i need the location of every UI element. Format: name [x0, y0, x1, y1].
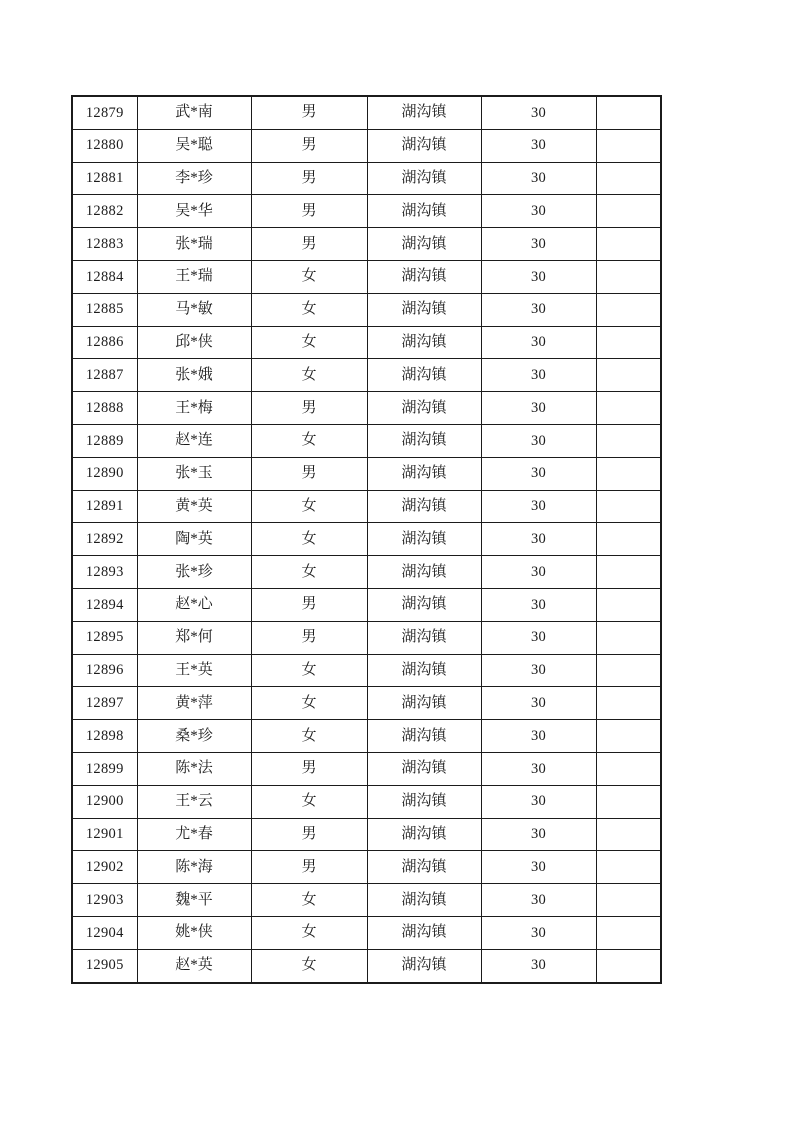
cell-serial-number: 12892 [72, 523, 137, 556]
table-row [72, 490, 661, 523]
cell-town: 湖沟镇 [367, 916, 481, 949]
cell-serial-number: 12899 [72, 752, 137, 785]
cell-gender: 女 [251, 523, 367, 556]
cell-serial-number: 12880 [72, 129, 137, 162]
cell-gender: 女 [251, 785, 367, 818]
cell-blank [596, 359, 661, 392]
cell-gender: 女 [251, 359, 367, 392]
cell-amount: 30 [481, 293, 596, 326]
cell-serial-number: 12883 [72, 228, 137, 261]
cell-name: 黄*英 [137, 490, 251, 523]
table-row [72, 392, 661, 425]
cell-gender: 女 [251, 260, 367, 293]
cell-amount: 30 [481, 195, 596, 228]
cell-name: 陶*英 [137, 523, 251, 556]
cell-blank [596, 785, 661, 818]
cell-blank [596, 752, 661, 785]
table-row [72, 96, 661, 129]
cell-name: 尤*春 [137, 818, 251, 851]
cell-town: 湖沟镇 [367, 851, 481, 884]
cell-amount: 30 [481, 687, 596, 720]
cell-town: 湖沟镇 [367, 621, 481, 654]
cell-blank [596, 490, 661, 523]
cell-town: 湖沟镇 [367, 195, 481, 228]
cell-name: 李*珍 [137, 162, 251, 195]
table-row [72, 359, 661, 392]
cell-blank [596, 884, 661, 917]
cell-gender: 男 [251, 752, 367, 785]
table-row [72, 785, 661, 818]
cell-gender: 女 [251, 326, 367, 359]
cell-town: 湖沟镇 [367, 752, 481, 785]
cell-amount: 30 [481, 96, 596, 129]
table-row [72, 687, 661, 720]
cell-gender: 女 [251, 556, 367, 589]
cell-town: 湖沟镇 [367, 687, 481, 720]
cell-serial-number: 12900 [72, 785, 137, 818]
table-row [72, 162, 661, 195]
cell-blank [596, 949, 661, 982]
table-row [72, 326, 661, 359]
cell-town: 湖沟镇 [367, 457, 481, 490]
cell-town: 湖沟镇 [367, 326, 481, 359]
table-row [72, 457, 661, 490]
cell-town: 湖沟镇 [367, 949, 481, 982]
cell-serial-number: 12885 [72, 293, 137, 326]
cell-serial-number: 12898 [72, 720, 137, 753]
table-row [72, 818, 661, 851]
cell-town: 湖沟镇 [367, 818, 481, 851]
table-row [72, 654, 661, 687]
table-row [72, 720, 661, 753]
cell-blank [596, 260, 661, 293]
cell-gender: 男 [251, 457, 367, 490]
cell-name: 邱*侠 [137, 326, 251, 359]
cell-name: 赵*连 [137, 424, 251, 457]
cell-serial-number: 12887 [72, 359, 137, 392]
table-row [72, 129, 661, 162]
cell-name: 陈*法 [137, 752, 251, 785]
cell-town: 湖沟镇 [367, 162, 481, 195]
cell-town: 湖沟镇 [367, 490, 481, 523]
table-row [72, 523, 661, 556]
cell-name: 赵*英 [137, 949, 251, 982]
cell-town: 湖沟镇 [367, 359, 481, 392]
cell-town: 湖沟镇 [367, 654, 481, 687]
cell-serial-number: 12879 [72, 96, 137, 129]
cell-gender: 男 [251, 195, 367, 228]
cell-gender: 女 [251, 916, 367, 949]
cell-town: 湖沟镇 [367, 129, 481, 162]
cell-serial-number: 12884 [72, 260, 137, 293]
cell-town: 湖沟镇 [367, 556, 481, 589]
cell-serial-number: 12893 [72, 556, 137, 589]
cell-gender: 女 [251, 720, 367, 753]
cell-gender: 女 [251, 687, 367, 720]
cell-blank [596, 687, 661, 720]
cell-blank [596, 556, 661, 589]
cell-serial-number: 12896 [72, 654, 137, 687]
table-row [72, 293, 661, 326]
cell-blank [596, 195, 661, 228]
table-row [72, 260, 661, 293]
cell-serial-number: 12901 [72, 818, 137, 851]
cell-name: 武*南 [137, 96, 251, 129]
cell-name: 张*瑞 [137, 228, 251, 261]
table-row [72, 884, 661, 917]
cell-serial-number: 12890 [72, 457, 137, 490]
cell-town: 湖沟镇 [367, 785, 481, 818]
cell-gender: 男 [251, 392, 367, 425]
cell-name: 陈*海 [137, 851, 251, 884]
cell-town: 湖沟镇 [367, 424, 481, 457]
cell-serial-number: 12904 [72, 916, 137, 949]
table-row [72, 588, 661, 621]
cell-blank [596, 293, 661, 326]
cell-town: 湖沟镇 [367, 96, 481, 129]
cell-blank [596, 96, 661, 129]
cell-blank [596, 392, 661, 425]
cell-amount: 30 [481, 851, 596, 884]
cell-name: 王*英 [137, 654, 251, 687]
cell-blank [596, 720, 661, 753]
cell-blank [596, 228, 661, 261]
cell-gender: 女 [251, 949, 367, 982]
cell-amount: 30 [481, 949, 596, 982]
cell-name: 王*云 [137, 785, 251, 818]
cell-name: 黄*萍 [137, 687, 251, 720]
cell-serial-number: 12894 [72, 588, 137, 621]
cell-amount: 30 [481, 818, 596, 851]
cell-blank [596, 424, 661, 457]
cell-serial-number: 12886 [72, 326, 137, 359]
cell-serial-number: 12897 [72, 687, 137, 720]
table-row [72, 752, 661, 785]
cell-blank [596, 162, 661, 195]
cell-amount: 30 [481, 720, 596, 753]
table-row [72, 949, 661, 982]
cell-amount: 30 [481, 359, 596, 392]
cell-amount: 30 [481, 228, 596, 261]
cell-gender: 女 [251, 293, 367, 326]
cell-serial-number: 12895 [72, 621, 137, 654]
cell-serial-number: 12891 [72, 490, 137, 523]
cell-name: 桑*珍 [137, 720, 251, 753]
cell-name: 张*珍 [137, 556, 251, 589]
cell-name: 郑*何 [137, 621, 251, 654]
cell-amount: 30 [481, 523, 596, 556]
cell-serial-number: 12903 [72, 884, 137, 917]
cell-blank [596, 523, 661, 556]
cell-gender: 男 [251, 851, 367, 884]
cell-gender: 男 [251, 621, 367, 654]
cell-town: 湖沟镇 [367, 523, 481, 556]
table-row [72, 228, 661, 261]
cell-serial-number: 12882 [72, 195, 137, 228]
cell-blank [596, 621, 661, 654]
roster-table [71, 95, 662, 984]
cell-amount: 30 [481, 326, 596, 359]
cell-amount: 30 [481, 588, 596, 621]
cell-name: 张*娥 [137, 359, 251, 392]
cell-gender: 女 [251, 424, 367, 457]
cell-amount: 30 [481, 556, 596, 589]
cell-amount: 30 [481, 654, 596, 687]
cell-name: 王*梅 [137, 392, 251, 425]
cell-blank [596, 129, 661, 162]
cell-serial-number: 12889 [72, 424, 137, 457]
cell-amount: 30 [481, 457, 596, 490]
cell-amount: 30 [481, 752, 596, 785]
cell-gender: 男 [251, 588, 367, 621]
cell-gender: 女 [251, 654, 367, 687]
cell-name: 吴*华 [137, 195, 251, 228]
cell-town: 湖沟镇 [367, 884, 481, 917]
cell-blank [596, 818, 661, 851]
cell-gender: 男 [251, 818, 367, 851]
table-row [72, 621, 661, 654]
cell-blank [596, 588, 661, 621]
table-row [72, 424, 661, 457]
cell-name: 王*瑞 [137, 260, 251, 293]
cell-amount: 30 [481, 621, 596, 654]
cell-name: 马*敏 [137, 293, 251, 326]
roster-table-body [72, 96, 661, 983]
cell-gender: 女 [251, 884, 367, 917]
cell-blank [596, 916, 661, 949]
cell-serial-number: 12905 [72, 949, 137, 982]
cell-blank [596, 851, 661, 884]
cell-town: 湖沟镇 [367, 293, 481, 326]
cell-amount: 30 [481, 916, 596, 949]
cell-town: 湖沟镇 [367, 392, 481, 425]
cell-name: 张*玉 [137, 457, 251, 490]
table-row [72, 556, 661, 589]
cell-amount: 30 [481, 424, 596, 457]
cell-gender: 男 [251, 129, 367, 162]
cell-gender: 男 [251, 96, 367, 129]
cell-name: 魏*平 [137, 884, 251, 917]
cell-gender: 女 [251, 490, 367, 523]
cell-blank [596, 654, 661, 687]
cell-name: 吴*聪 [137, 129, 251, 162]
cell-gender: 男 [251, 228, 367, 261]
cell-amount: 30 [481, 129, 596, 162]
cell-town: 湖沟镇 [367, 720, 481, 753]
cell-amount: 30 [481, 884, 596, 917]
cell-name: 姚*侠 [137, 916, 251, 949]
cell-amount: 30 [481, 785, 596, 818]
cell-gender: 男 [251, 162, 367, 195]
cell-town: 湖沟镇 [367, 260, 481, 293]
cell-town: 湖沟镇 [367, 228, 481, 261]
cell-amount: 30 [481, 162, 596, 195]
cell-serial-number: 12888 [72, 392, 137, 425]
cell-amount: 30 [481, 260, 596, 293]
cell-name: 赵*心 [137, 588, 251, 621]
cell-amount: 30 [481, 392, 596, 425]
cell-blank [596, 457, 661, 490]
cell-serial-number: 12881 [72, 162, 137, 195]
table-row [72, 195, 661, 228]
cell-serial-number: 12902 [72, 851, 137, 884]
cell-blank [596, 326, 661, 359]
table-row [72, 851, 661, 884]
cell-amount: 30 [481, 490, 596, 523]
cell-town: 湖沟镇 [367, 588, 481, 621]
table-row [72, 916, 661, 949]
